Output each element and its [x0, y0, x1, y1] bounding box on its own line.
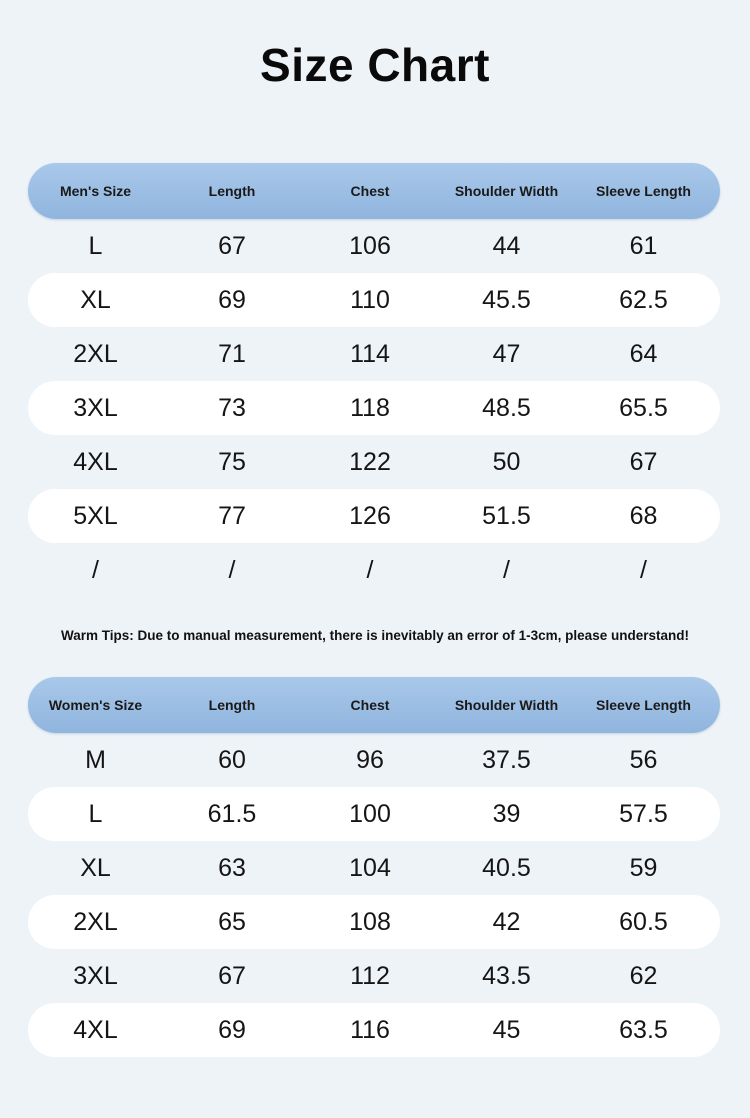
- men-size-table: [28, 163, 720, 597]
- chest-cell: 96: [356, 745, 384, 774]
- sleeve-cell: /: [640, 555, 647, 584]
- men-header-chest: Chest: [350, 183, 390, 199]
- shoulder-cell: 39: [492, 799, 521, 828]
- size-cell: 4XL: [73, 1015, 118, 1044]
- size-cell: /: [92, 555, 99, 584]
- men-table-header: [28, 163, 720, 219]
- shoulder-cell: 40.5: [482, 853, 531, 882]
- size-cell: 2XL: [73, 339, 118, 368]
- size-cell: M: [85, 745, 106, 774]
- chest-cell: 104: [349, 853, 391, 882]
- shoulder-cell: 45: [492, 1015, 521, 1044]
- size-cell: 3XL: [73, 961, 118, 990]
- women-header-size: Women's Size: [48, 697, 143, 713]
- women-size-table: [28, 677, 720, 1057]
- sleeve-cell: 62.5: [619, 285, 668, 314]
- shoulder-cell: 50: [492, 447, 521, 476]
- length-cell: 71: [218, 339, 246, 368]
- chest-cell: 106: [349, 231, 391, 260]
- length-cell: 65: [218, 907, 246, 936]
- women-header-length: Length: [208, 697, 256, 713]
- size-cell: L: [88, 799, 103, 828]
- size-cell: XL: [80, 853, 111, 882]
- length-cell: 60: [218, 745, 246, 774]
- table-row: [28, 219, 720, 273]
- men-header-size: Men's Size: [59, 183, 132, 199]
- shoulder-cell: 42: [492, 907, 521, 936]
- shoulder-cell: 37.5: [482, 745, 531, 774]
- chest-cell: 108: [349, 907, 391, 936]
- women-header-shoulder-width: Shoulder Width: [454, 697, 559, 713]
- size-cell: L: [88, 231, 103, 260]
- chest-cell: 114: [350, 339, 390, 368]
- sleeve-cell: 59: [629, 853, 658, 882]
- women-header-chest: Chest: [350, 697, 390, 713]
- shoulder-cell: 51.5: [482, 501, 531, 530]
- shoulder-cell: 47: [492, 339, 521, 368]
- table-row: [28, 895, 720, 949]
- length-cell: 73: [218, 393, 246, 422]
- size-cell: 5XL: [73, 501, 118, 530]
- sleeve-cell: 61: [629, 231, 658, 260]
- sleeve-cell: 67: [629, 447, 658, 476]
- table-row: [28, 949, 720, 1003]
- sleeve-cell: 56: [629, 745, 658, 774]
- chest-cell: 116: [350, 1015, 390, 1044]
- table-row: [28, 381, 720, 435]
- men-header-shoulder-width: Shoulder Width: [454, 183, 559, 199]
- shoulder-cell: 44: [492, 231, 521, 260]
- length-cell: 75: [218, 447, 246, 476]
- table-row: [28, 841, 720, 895]
- chest-cell: 118: [350, 393, 390, 422]
- sleeve-cell: 64: [629, 339, 658, 368]
- size-cell: 4XL: [73, 447, 118, 476]
- shoulder-cell: 48.5: [482, 393, 531, 422]
- shoulder-cell: /: [503, 555, 510, 584]
- table-row: [28, 1003, 720, 1057]
- sleeve-cell: 63.5: [619, 1015, 668, 1044]
- page-title: Size Chart: [260, 39, 490, 91]
- table-row: [28, 327, 720, 381]
- length-cell: 67: [218, 961, 246, 990]
- men-header-length: Length: [208, 183, 256, 199]
- length-cell: 63: [218, 853, 246, 882]
- chest-cell: 110: [350, 285, 390, 314]
- table-row: [28, 489, 720, 543]
- women-table-header: [28, 677, 720, 733]
- warm-tips-note: Warm Tips: Due to manual measurement, there is inevitably an error of 1-3cm, please understand!: [61, 628, 689, 643]
- length-cell: 67: [218, 231, 246, 260]
- sleeve-cell: 62: [629, 961, 658, 990]
- length-cell: 77: [218, 501, 246, 530]
- sleeve-cell: 57.5: [619, 799, 668, 828]
- length-cell: 69: [218, 285, 246, 314]
- chest-cell: 112: [350, 961, 390, 990]
- shoulder-cell: 43.5: [482, 961, 531, 990]
- women-header-sleeve-length: Sleeve Length: [596, 697, 691, 713]
- men-header-sleeve-length: Sleeve Length: [596, 183, 691, 199]
- length-cell: 61.5: [207, 799, 257, 828]
- size-cell: 3XL: [73, 393, 118, 422]
- table-row: [28, 787, 720, 841]
- chest-cell: /: [366, 555, 374, 584]
- size-cell: 2XL: [73, 907, 118, 936]
- shoulder-cell: 45.5: [482, 285, 531, 314]
- size-cell: XL: [80, 285, 111, 314]
- length-cell: /: [228, 555, 236, 584]
- sleeve-cell: 68: [629, 501, 658, 530]
- sleeve-cell: 65.5: [619, 393, 668, 422]
- table-row: [28, 733, 720, 787]
- length-cell: 69: [218, 1015, 246, 1044]
- table-row: [28, 543, 720, 597]
- sleeve-cell: 60.5: [619, 907, 668, 936]
- chest-cell: 126: [349, 501, 391, 530]
- table-row: [28, 273, 720, 327]
- chest-cell: 100: [349, 799, 391, 828]
- chest-cell: 122: [349, 447, 391, 476]
- table-row: [28, 435, 720, 489]
